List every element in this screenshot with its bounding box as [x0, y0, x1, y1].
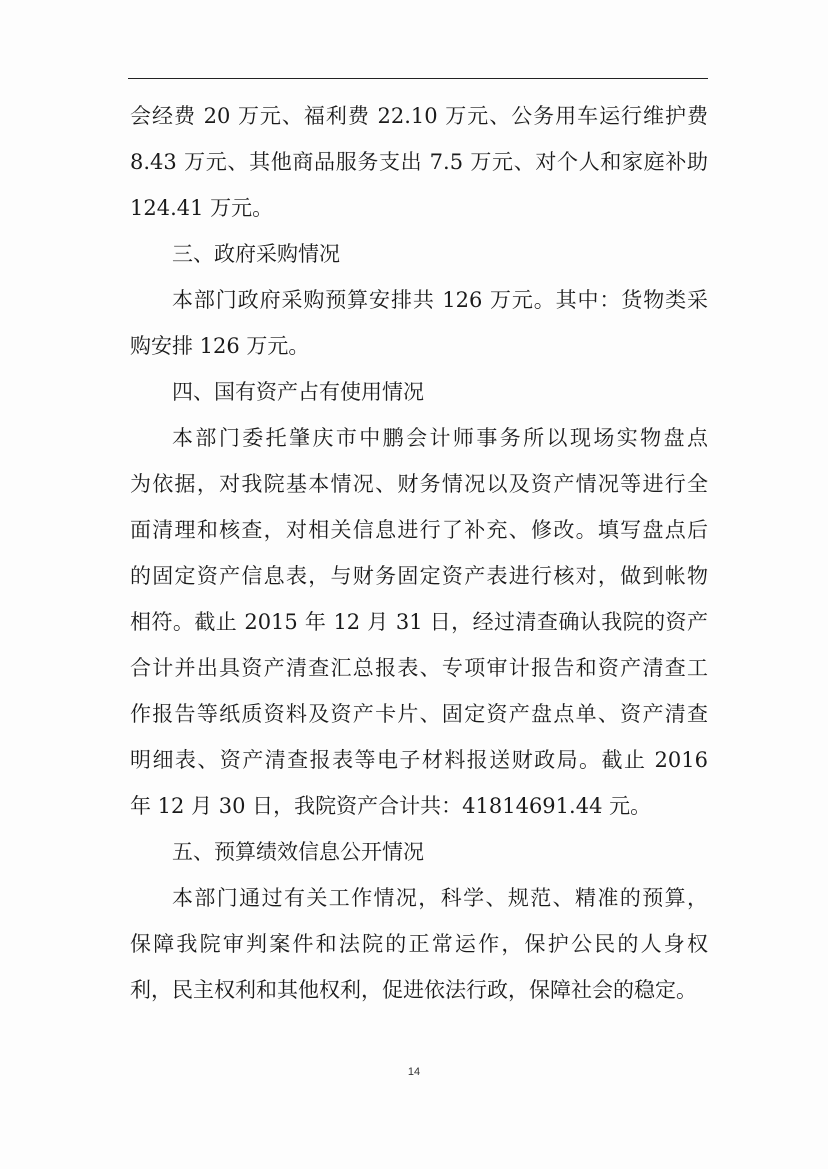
body-line: 会经费 20 万元、福利费 22.10 万元、公务用车运行维护费	[130, 104, 708, 128]
body-line: 本部门政府采购预算安排共 126 万元。其中：货物类采	[172, 288, 708, 312]
section-heading-performance: 五、预算绩效信息公开情况	[172, 840, 424, 864]
page-number: 14	[407, 1066, 421, 1078]
body-line: 合计并出具资产清查汇总报表、专项审计报告和资产清查工	[130, 656, 708, 680]
body-line: 本部门委托肇庆市中鹏会计师事务所以现场实物盘点	[172, 426, 708, 450]
body-line: 购安排 126 万元。	[130, 334, 310, 358]
body-line: 作报告等纸质资料及资产卡片、固定资产盘点单、资产清查	[130, 702, 708, 726]
body-line: 相符。截止 2015 年 12 月 31 日，经过清查确认我院的资产	[130, 610, 708, 634]
header-rule	[128, 78, 708, 79]
section-heading-state-assets: 四、国有资产占有使用情况	[172, 380, 424, 404]
body-line: 明细表、资产清查报表等电子材料报送财政局。截止 2016	[130, 748, 708, 772]
section-heading-procurement: 三、政府采购情况	[172, 242, 340, 266]
document-body	[130, 93, 708, 1013]
body-line: 124.41 万元。	[130, 196, 274, 220]
body-line: 为依据，对我院基本情况、财务情况以及资产情况等进行全	[130, 472, 708, 496]
body-line: 利，民主权利和其他权利，促进依法行政，保障社会的稳定。	[130, 978, 697, 1002]
body-line: 保障我院审判案件和法院的正常运作，保护公民的人身权	[130, 932, 708, 956]
body-line: 的固定资产信息表，与财务固定资产表进行核对，做到帐物	[130, 564, 708, 588]
body-line: 8.43 万元、其他商品服务支出 7.5 万元、对个人和家庭补助	[130, 150, 708, 174]
body-line: 面清理和核查，对相关信息进行了补充、修改。填写盘点后	[130, 518, 708, 542]
body-line: 年 12 月 30 日，我院资产合计共：41814691.44 元。	[130, 794, 652, 818]
body-line: 本部门通过有关工作情况，科学、规范、精准的预算，	[172, 886, 708, 910]
